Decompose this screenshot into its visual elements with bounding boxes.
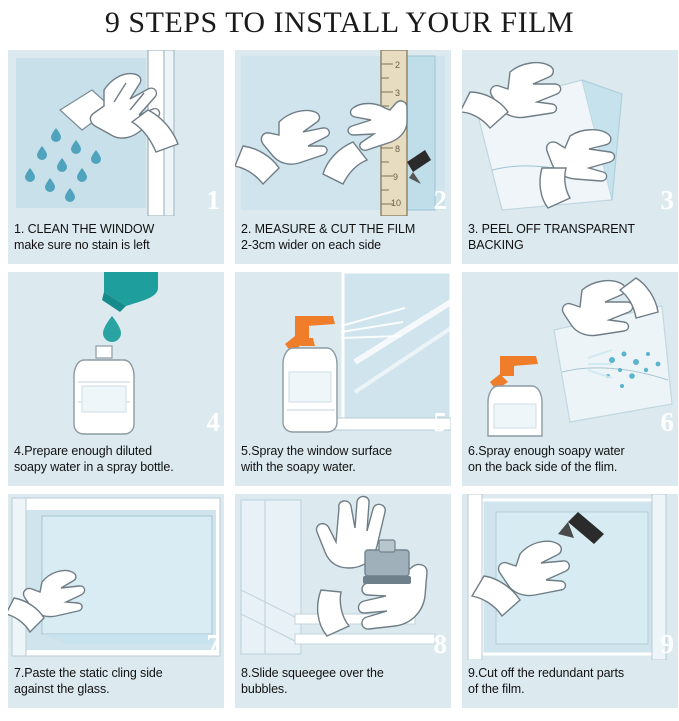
step-caption-6 bbox=[462, 438, 678, 486]
step-caption-line-7a: 7.Paste the static cling side bbox=[14, 666, 163, 680]
step-illustration-2 bbox=[235, 50, 451, 216]
step-card-6 bbox=[462, 272, 678, 486]
step-illustration-5 bbox=[235, 272, 451, 438]
step-caption-line-9b: of the film. bbox=[468, 682, 525, 696]
step-number-7: 7 bbox=[206, 629, 220, 659]
svg-text:9: 9 bbox=[393, 172, 399, 182]
step-caption-line-4b: soapy water in a spray bottle. bbox=[14, 460, 174, 474]
step-card-4 bbox=[8, 272, 224, 486]
step-caption-4 bbox=[8, 438, 224, 486]
svg-text:8: 8 bbox=[395, 144, 401, 154]
step-card-1 bbox=[8, 50, 224, 264]
steps-grid bbox=[0, 50, 679, 708]
step-caption-2 bbox=[235, 216, 451, 264]
step-caption-9 bbox=[462, 660, 678, 708]
step-caption-line-5a: 5.Spray the window surface bbox=[241, 444, 392, 458]
step-card-7 bbox=[8, 494, 224, 708]
step-card-8 bbox=[235, 494, 451, 708]
step-caption-7 bbox=[8, 660, 224, 708]
step-number-4: 4 bbox=[206, 407, 220, 437]
step-illustration-4 bbox=[8, 272, 224, 438]
svg-text:2: 2 bbox=[395, 60, 401, 70]
step-caption-line-8b: bubbles. bbox=[241, 682, 288, 696]
step-caption-5 bbox=[235, 438, 451, 486]
step-caption-line-1a: 1. CLEAN THE WINDOW bbox=[14, 222, 155, 236]
step-card-3 bbox=[462, 50, 678, 264]
step-number-5: 5 bbox=[433, 407, 447, 437]
step-card-2 bbox=[235, 50, 451, 264]
step-number-2: 2 bbox=[433, 185, 447, 215]
step-number-1: 1 bbox=[206, 185, 220, 215]
step-illustration-3 bbox=[462, 50, 678, 216]
step-caption-line-9a: 9.Cut off the redundant parts bbox=[468, 666, 625, 680]
step-caption-line-3a: 3. PEEL OFF TRANSPARENT bbox=[468, 222, 635, 236]
step-number-9: 9 bbox=[660, 629, 674, 659]
step-caption-line-2b: 2-3cm wider on each side bbox=[241, 238, 382, 252]
step-card-9 bbox=[462, 494, 678, 708]
step-illustration-7 bbox=[8, 494, 224, 660]
step-caption-line-5b: with the soapy water. bbox=[241, 460, 356, 474]
step-number-8: 8 bbox=[433, 629, 447, 659]
step-caption-3 bbox=[462, 216, 678, 264]
step-caption-line-2a: 2. MEASURE & CUT THE FILM bbox=[241, 222, 416, 236]
step-caption-line-1b: make sure no stain is left bbox=[14, 238, 150, 252]
svg-text:10: 10 bbox=[391, 198, 402, 208]
step-number-6: 6 bbox=[660, 407, 674, 437]
step-illustration-6 bbox=[462, 272, 678, 438]
step-caption-1 bbox=[8, 216, 224, 264]
step-caption-line-7b: against the glass. bbox=[14, 682, 110, 696]
step-caption-8 bbox=[235, 660, 451, 708]
step-caption-line-8a: 8.Slide squeegee over the bbox=[241, 666, 384, 680]
step-card-5 bbox=[235, 272, 451, 486]
step-number-3: 3 bbox=[660, 185, 674, 215]
step-caption-line-6b: on the back side of the flim. bbox=[468, 460, 618, 474]
step-caption-line-3b: BACKING bbox=[468, 238, 524, 252]
page-title: 9 STEPS TO INSTALL YOUR FILM bbox=[104, 6, 575, 39]
step-illustration-1 bbox=[8, 50, 224, 216]
svg-text:3: 3 bbox=[395, 88, 401, 98]
step-illustration-9 bbox=[462, 494, 678, 660]
step-caption-line-4a: 4.Prepare enough diluted bbox=[14, 444, 152, 458]
step-caption-line-6a: 6.Spray enough soapy water bbox=[468, 444, 625, 458]
step-illustration-8 bbox=[235, 494, 451, 660]
